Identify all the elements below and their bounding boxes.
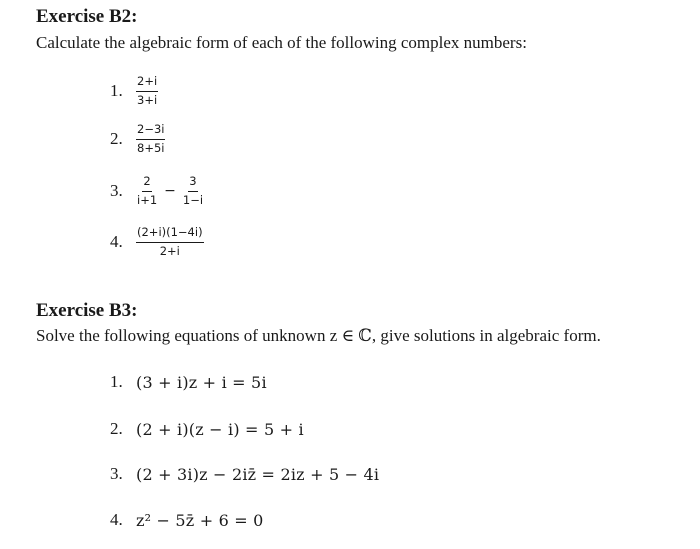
fraction [182,176,204,206]
item-number: 4. [110,510,123,529]
fraction [136,124,165,154]
denominator: i+1 [137,192,158,207]
exercise-b3-title: Exercise B3: [36,300,138,321]
item-number: 1. [110,81,123,100]
denominator: 2+i [159,243,180,258]
denominator: 1−i [182,192,204,207]
b2-item-2 [110,124,165,154]
item-number: 1. [110,372,123,391]
equation: (3 + i)z + i = 5i [136,372,267,392]
item-number: 2. [110,129,123,148]
b3-item-2 [110,419,304,439]
item-number: 3. [110,181,123,200]
numerator: 3 [188,176,197,192]
b3-item-3 [110,464,379,484]
equation: (2 + 3i)z − 2iz̄ = 2iz + 5 − 4i [136,464,380,484]
numerator: 2−3i [136,124,165,140]
fraction [136,176,158,206]
b2-item-3 [110,176,204,206]
b2-item-4 [110,227,204,257]
fraction [136,76,158,106]
fraction [136,227,204,257]
item-number: 3. [110,464,123,483]
denominator: 8+5i [137,140,165,155]
denominator: 3+i [137,92,158,107]
equation: (2 + i)(z − i) = 5 + i [136,419,304,439]
b3-item-1 [110,372,267,392]
exercise-b2-intro: Calculate the algebraic form of each of the following complex numbers: [36,33,527,52]
minus-operator: − [164,183,176,199]
item-number: 2. [110,419,123,438]
numerator: (2+i)(1−4i) [136,227,204,243]
exercise-b2-title: Exercise B2: [36,6,138,27]
b2-item-1 [110,76,158,106]
exercise-b3-intro: Solve the following equations of unknown z ∈ ℂ, give solutions in algebraic form. [36,326,601,345]
equation: z² − 5z̄ + 6 = 0 [136,510,264,530]
item-number: 4. [110,232,123,251]
numerator: 2 [142,176,151,192]
b3-item-4 [110,510,264,530]
numerator: 2+i [136,76,158,92]
